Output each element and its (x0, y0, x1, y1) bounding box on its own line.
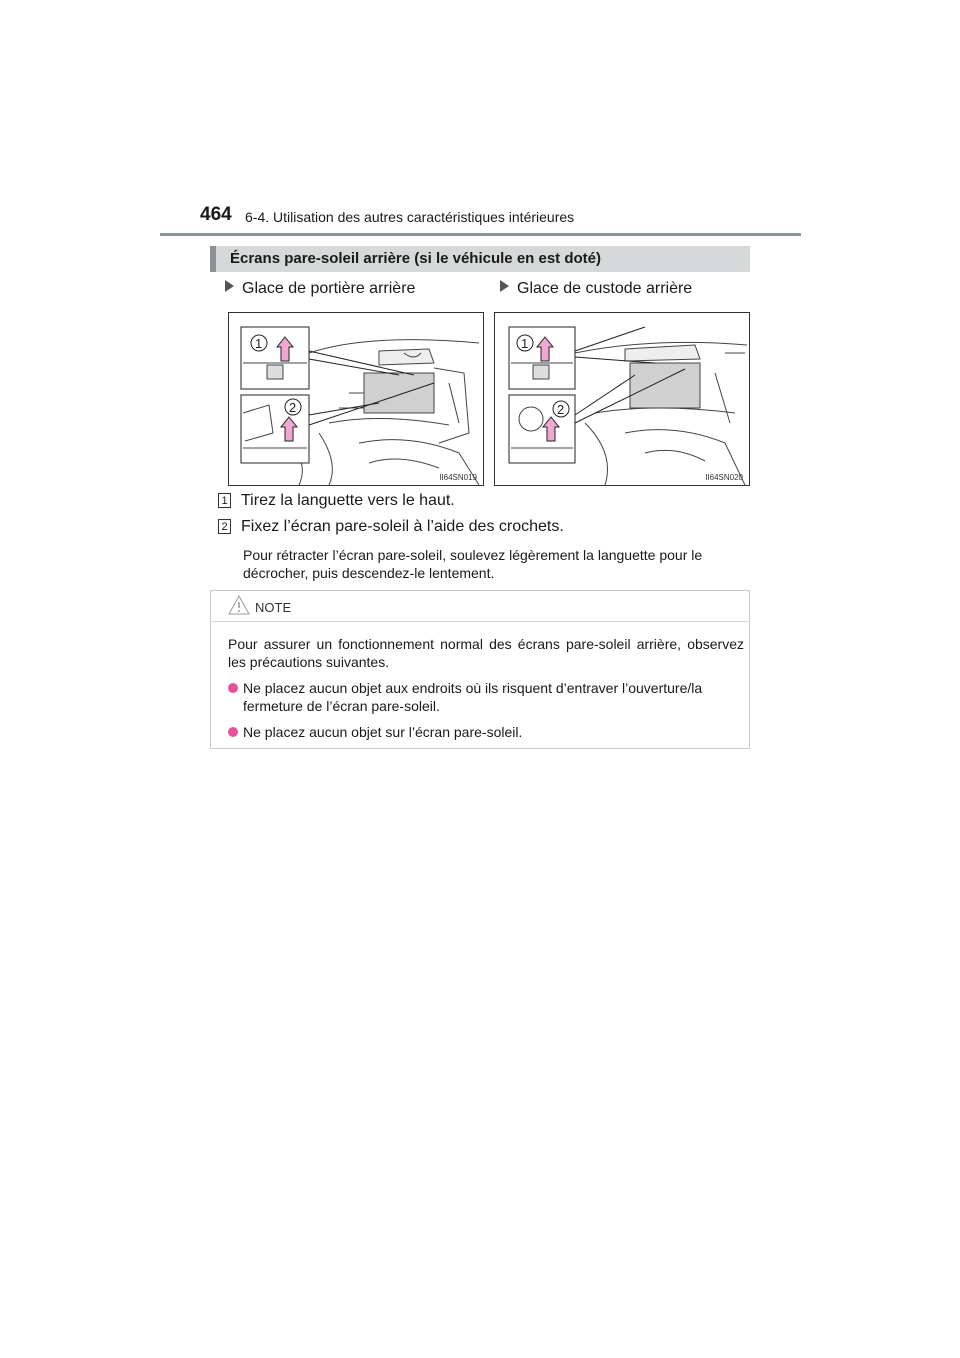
step-1 (218, 492, 455, 510)
chapter-title: 6-4. Utilisation des autres caractéristiques intérieures (245, 209, 575, 225)
illustration-code: II64SN020 (705, 473, 743, 482)
bullet-text: Ne placez aucun objet aux endroits où ils risquent d’entraver l’ouverture/la fermeture de l’écran pare-soleil. (243, 680, 703, 714)
bullet-text: Ne placez aucun objet sur l’écran pare-soleil. (243, 724, 523, 740)
notice-body (228, 635, 744, 749)
callout-1: 1 (521, 336, 529, 351)
car-interior-illustration (229, 313, 484, 486)
bullet-dot-icon (228, 683, 238, 693)
caption-left (225, 280, 415, 298)
step-number: 2 (218, 519, 231, 534)
notice-box (210, 590, 750, 749)
page-number: 464 (200, 204, 232, 225)
warning-icon (228, 595, 250, 615)
section-title: Écrans pare-soleil arrière (si le véhicule en est doté) (230, 250, 601, 267)
bullet-dot-icon (228, 727, 238, 737)
callout-1: 1 (255, 336, 263, 351)
triangle-icon (225, 280, 234, 292)
illustration-rear-door (228, 312, 484, 486)
retract-note: Pour rétracter l’écran pare-soleil, soulevez légèrement la languette pour le décrocher, puis descendez-le lentement. (243, 547, 703, 581)
triangle-icon (500, 280, 509, 292)
caption-right (500, 280, 692, 298)
illustration-rear-quarter (494, 312, 750, 486)
caption-left-text: Glace de portière arrière (242, 280, 416, 297)
notice-divider (211, 621, 749, 622)
step-2 (218, 518, 564, 536)
notice-intro: Pour assurer un fonctionnement normal des écrans pare-soleil arrière, observez les précautions suivantes. (228, 636, 744, 670)
header-rule (160, 233, 801, 236)
notice-bullet (228, 679, 744, 715)
section-bar (210, 246, 750, 272)
caption-right-text: Glace de custode arrière (517, 280, 693, 297)
callout-2: 2 (557, 402, 565, 417)
callout-2: 2 (289, 400, 297, 415)
step-text: Tirez la languette vers le haut. (241, 492, 455, 509)
step-number: 1 (218, 493, 231, 508)
notice-bullet (228, 723, 744, 741)
notice-label: NOTE (255, 600, 292, 615)
step-text: Fixez l’écran pare-soleil à l’aide des crochets. (241, 518, 564, 535)
car-interior-illustration (495, 313, 750, 486)
illustration-code: II64SN019 (439, 473, 477, 482)
